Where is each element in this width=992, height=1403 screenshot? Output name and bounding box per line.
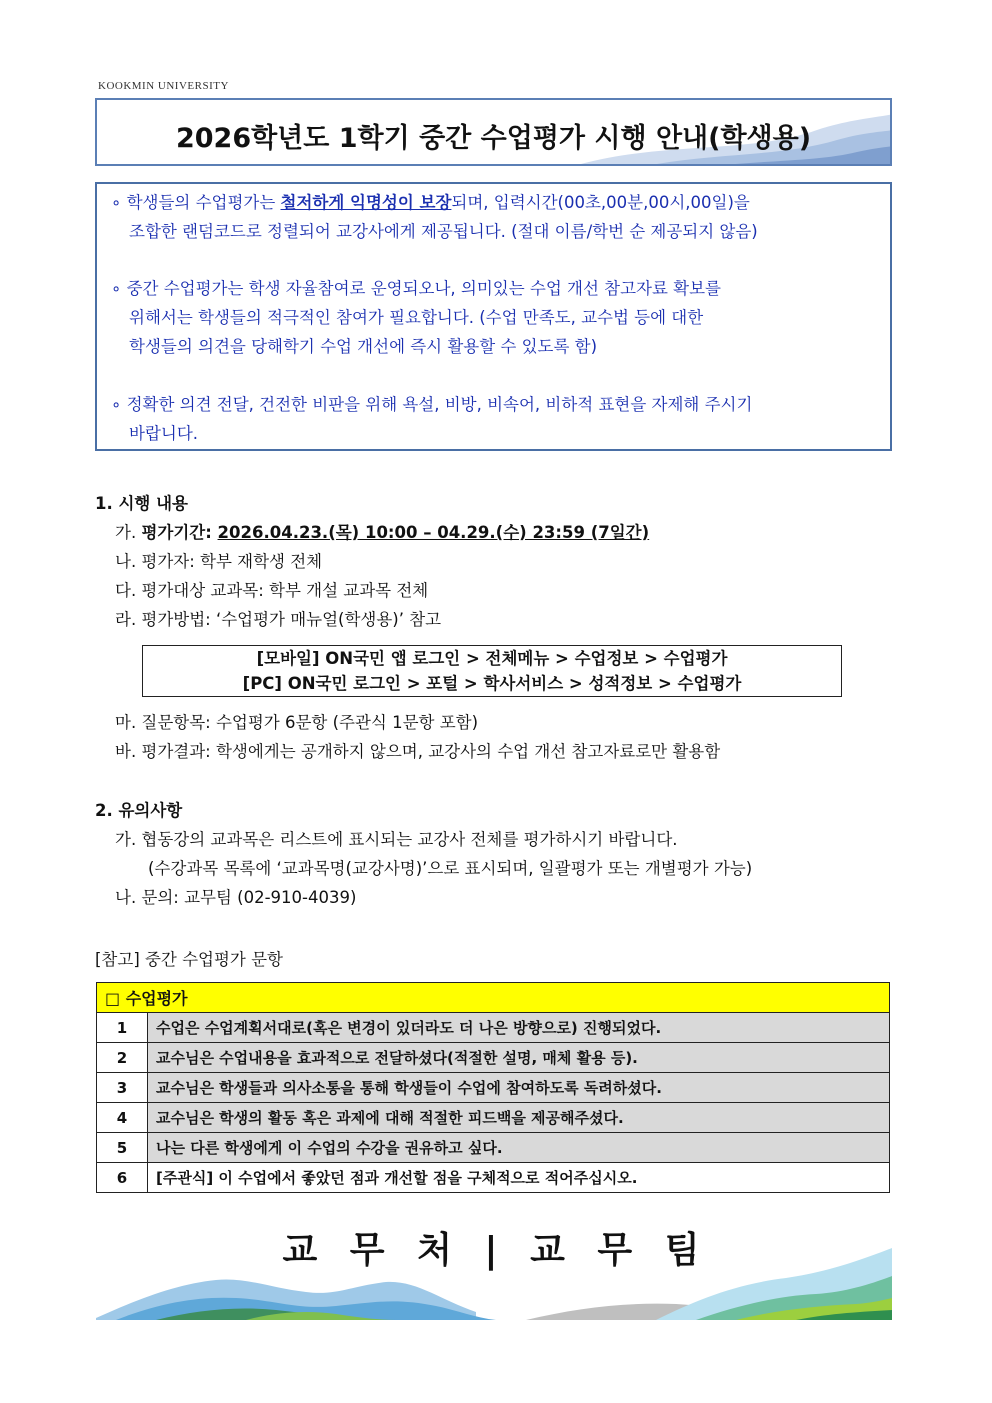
period-label: 평가기간: (141, 523, 218, 542)
notice-paragraph-1 (111, 188, 758, 246)
co-teaching-note: (수강과목 목록에 ‘교과목명(교강사명)’으로 표시되며, 일괄평가 또는 개별평가 가능) (148, 859, 753, 878)
evaluation-question-table (96, 982, 890, 1193)
mobile-path: [모바일] ON국민 앱 로그인 > 전체메뉴 > 수업정보 > 수업평가 (256, 649, 728, 668)
table-row (97, 1043, 890, 1073)
notice-paragraph-2 (111, 274, 721, 361)
evaluation-period (115, 519, 649, 543)
table-title: □ 수업평가 (97, 983, 890, 1013)
notice-highlight: 철저하게 익명성이 보장 (280, 193, 452, 212)
notice-text: 조합한 랜덤코드로 정렬되어 교강사에게 제공됩니다. (절대 이름/학번 순 제공되지 않음) (129, 222, 758, 241)
question-text: 수업은 수업계획서대로(혹은 변경이 있더라도 더 나은 방향으로) 진행되었다. (148, 1013, 890, 1043)
title-banner (95, 98, 892, 166)
pc-path: [PC] ON국민 로그인 > 포털 > 학사서비스 > 성적정보 > 수업평가 (242, 674, 742, 693)
question-text: 교수님은 학생의 활동 혹은 과제에 대해 적절한 피드백을 제공해주셨다. (148, 1103, 890, 1133)
item-prefix: 가. (115, 523, 142, 542)
table-row (97, 1073, 890, 1103)
question-text: 나는 다른 학생에게 이 수업의 수강을 권유하고 싶다. (148, 1133, 890, 1163)
notice-paragraph-3 (111, 390, 752, 448)
question-number: 4 (97, 1103, 148, 1133)
section1-heading: 1. 시행 내용 (95, 494, 188, 513)
question-number: 3 (97, 1073, 148, 1103)
period-value: 2026.04.23.(목) 10:00 – 04.29.(수) 23:59 (7일간) (217, 523, 650, 542)
question-items-line: 마. 질문항목: 수업평가 6문항 (주관식 1문항 포함) (115, 713, 479, 732)
section2-heading: 2. 유의사항 (95, 801, 183, 820)
table-header-row (97, 983, 890, 1013)
evaluators-line: 나. 평가자: 학부 재학생 전체 (115, 552, 323, 571)
page-title: 2026학년도 1학기 중간 수업평가 시행 안내(학생용) (175, 123, 812, 154)
notice-text: 되며, 입력시간(00초,00분,00시,00일)을 (451, 193, 750, 212)
co-teaching-line: 가. 협동강의 교과목은 리스트에 표시되는 교강사 전체를 평가하시기 바랍니다. (115, 830, 678, 849)
access-path-box (142, 645, 842, 697)
notice-text: ∘ 중간 수업평가는 학생 자율참여로 운영되오나, 의미있는 수업 개선 참고자료 확보를 (111, 279, 721, 298)
question-text: 교수님은 수업내용을 효과적으로 전달하셨다(적절한 설명, 매체 활용 등). (148, 1043, 890, 1073)
target-courses-line: 다. 평가대상 교과목: 학부 개설 교과목 전체 (115, 581, 429, 600)
table-row (97, 1163, 890, 1193)
table-row (97, 1013, 890, 1043)
table-row (97, 1133, 890, 1163)
landscape-wave-decoration (96, 1240, 896, 1322)
notice-text: 학생들의 의견을 당해학기 수업 개선에 즉시 활용할 수 있도록 함) (129, 337, 598, 356)
question-text: [주관식] 이 수업에서 좋았던 점과 개선할 점을 구체적으로 적어주십시오. (148, 1163, 890, 1193)
notice-text: ∘ 정확한 의견 전달, 건전한 비판을 위해 욕설, 비방, 비속어, 비하적 표현을 자제해 주시기 (111, 395, 753, 414)
question-number: 1 (97, 1013, 148, 1043)
method-line: 라. 평가방법: ‘수업평가 매뉴얼(학생용)’ 참고 (115, 610, 442, 629)
question-number: 2 (97, 1043, 148, 1073)
question-number: 5 (97, 1133, 148, 1163)
notice-text: ∘ 학생들의 수업평가는 (111, 193, 281, 212)
question-number: 6 (97, 1163, 148, 1193)
table-row (97, 1103, 890, 1133)
question-text: 교수님은 학생들과 의사소통을 통해 학생들이 수업에 참여하도록 독려하셨다. (148, 1073, 890, 1103)
university-name: KOOKMIN UNIVERSITY (98, 80, 229, 92)
anonymity-notice-box (95, 182, 892, 451)
contact-line: 나. 문의: 교무팀 (02-910-4039) (115, 888, 357, 907)
reference-label: [참고] 중간 수업평가 문항 (95, 950, 283, 969)
result-line: 바. 평가결과: 학생에게는 공개하지 않으며, 교강사의 수업 개선 참고자료로만 활용함 (115, 742, 721, 761)
notice-text: 위해서는 학생들의 적극적인 참여가 필요합니다. (수업 만족도, 교수법 등에 대한 (129, 308, 704, 327)
office-name: 교 무 처 | 교 무 팀 (282, 1230, 710, 1271)
notice-text: 바랍니다. (129, 424, 199, 443)
